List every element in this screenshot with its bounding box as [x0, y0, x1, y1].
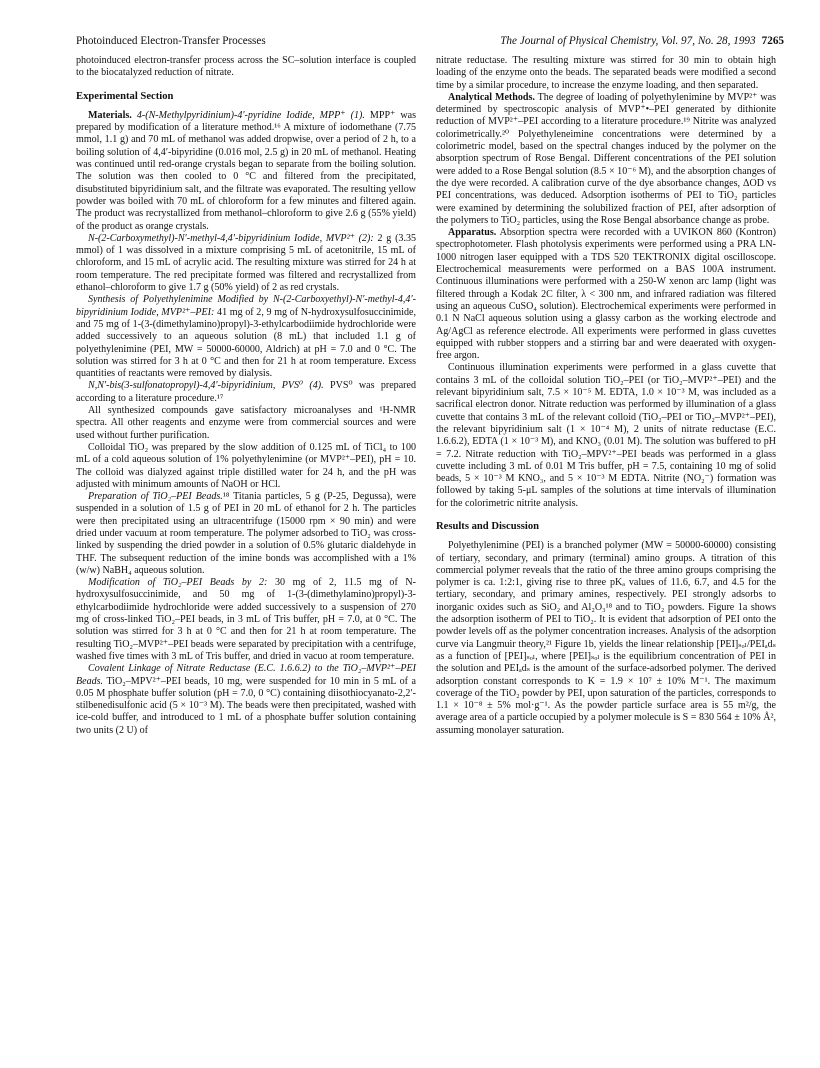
- text-pei-synthesis: 41 mg of 2, 9 mg of N-hydroxysulfosuccinimide, and 75 mg of 1-(3-(dimethylamino)propyl)-3-ethylcarbodiimide hydrochloride were added successively to an aqueous solution (8 mL) that included 1.1 g of polyethylenimine (PEI, MW = 50000-60000, Aldrich) at pH = 7.0 and 0 °C. The solution was stirred for 3 h at 0 °C and then for 21 h at room temperature. Excess quantities of reactants were removed by dialysis.: [76, 306, 416, 380]
- right-column: [436, 55, 776, 737]
- runin-heading-analytical: Analytical Methods.: [448, 91, 535, 103]
- section-heading-results: Results and Discussion: [436, 520, 540, 532]
- text-analytical: The degree of loading of polyethylenimine by MVP²⁺ was determined by spectroscopic analysis of MVP⁺•–PEI generated by dithionite reduction of MVP²⁺–PEI according to a literature procedure.¹⁹ Nitrite was analyzed colorimetrically.²⁰ Polyethyleneimine concentrations were determined by a colorimetric model, based on the spectral changes induced by the polymer on the absorption spectrum of Rose Bengal. Different concentrations of the PEI solution were added to a Rose Bengal solution (8.5 × 10⁻⁶ M), and the absorption changes of the dye were recorded. A calibration curve of the dye absorbance changes, ΔOD vs PEI concentrations, was deduced. Adsorption isotherms of PEI to TiO₂ particles were examined by determining the solubilized fraction of PEI, after adsorption of the polymers to TiO₂ particles, using the Rose Bengal absorbance change as probe.: [436, 91, 776, 226]
- paragraph-pei-results: Polyethylenimine (PEI) is a branched polymer (MW = 50000-60000) consisting of tertiary, secondary, and primary (terminal) amino groups. A titration of this commercial polymer reveals that the ratio of the three amino groups comprising the polymer is ca. 1:2:1, giving rise to three pKₐ values of 11.6, 6.7, and 4.5 for the tertiary, secondary, and primary amines, respectively. PEI strongly adsorbs to inorganic oxides such as SiO₂ and Al₂O₃¹⁸ and to TiO₂ powders. Figure 1a shows the adsorption isotherm of PEI to TiO₂. It is evident that adsorption of PEI onto the powder levels off as the polymer concentration increases. Analysis of the adsorption curve via Langmuir theory,²¹ Figure 1b, yields the linear relationship [PEI]ₛₒₗ/PEIₐdₛ as a function of [PEI]ₛₒₗ, where [PEI]ₛₒₗ is the equilibrium concentration of PEI in the solution and PEIₐdₛ is the amount of the surface-adsorbed polymer. The derived adsorption constant corresponds to K = 1.9 × 10⁷ ± 10% M⁻¹. The maximum coverage of the TiO₂ powder by PEI, upon saturation of the particles, corresponds to 1.1 × 10⁻⁸ ± 5% mol·g⁻¹. As the powder particle surface area is 55 m²/g, the average area of a particle occupied by a polymer molecule is S = 830 564 ± 10% Å², assuming monolayer saturation.: [436, 540, 776, 736]
- text-mvp: 2 g (3.35 mmol) of 1 was dissolved in a mixture comprising 5 mL of acetonitrile, 15 mL of chloroform, and 15 mL of acrylic acid. The resulting mixture was stirred for 24 h at room temperature. The red precipitate formed was filtered and recrystallized from ethanol–chloroform to give 1.7 g (50% yield) of 2 as red crystals.: [76, 232, 417, 294]
- title-bead-preparation: Preparation of TiO₂–PEI Beads.: [88, 491, 223, 503]
- enzyme-linkage-continuation: nitrate reductase. The resulting mixture was stirred for 30 min to obtain high loading of the enzyme onto the beads. The separated beads were modified a second time by a similar procedure, to increase the enzyme loading, and then separated.: [436, 55, 776, 91]
- text-mpp: MPP⁺ was prepared by modification of a literature method.¹⁶ A mixture of iodomethane (7.75 mmol, 1.1 g) and 70 mL of methanol was added dropwise, over a period of 2 h, to a boiling solution of 4,4′-bipyridine (0.016 mol, 2.5 g) in 20 mL of methanol. Heating was continued until red-orange crystals began to separate from the boiling solution. The solution was then cooled to 0 °C and filtered from the precipitated, disubstituted bipyridinium salt, and the filtrate was evaporated. The resulting yellow powder was boiled with 70 mL of chloroform for a few minutes and filtered again. The product was recrystallized from methanol–chloroform to give 2.6 g (55% yield) of the product as orange crystals.: [76, 109, 417, 232]
- paragraph-colloidal-tio2: Colloidal TiO₂ was prepared by the slow addition of 0.125 mL of TiCl₄ to 100 mL of a cold aqueous solution of 1% polyethylenimine (or MVP²⁺–PEI), pH = 10. The colloid was dialyzed against triple distilled water for 24 h, and the pH was adjusted with minimum amounts of NaOH or HCl.: [76, 441, 416, 490]
- text-apparatus: Absorption spectra were recorded with a UVIKON 860 (Kontron) spectrophotometer. Flash photolysis experiments were performed using a PRA LN-1000 nitrogen laser equipped with a TDS 520 TEKTRONIX digital oscilloscope. Electrochemical measurements were performed on a BAS 100A instrument. Continuous illuminations were performed with a 250-W xenon arc lamp (light was filtered through a Kodak 2C filter, λ < 300 nm, and infrared radiation was filtered using an aqueous CuSO₄ solution). Electrochemical experiments were performed in 0.1 N NaCl aqueous solution using a glassy carbon as the working electrode and Ag/AgCl as reference electrode. All experiments were performed in glass cuvettes equipped with rubber stoppers and a stirring bar and were deaerated with oxygen-free argon.: [436, 227, 776, 362]
- compound-title-pvs: N,N′-bis(3-sulfonatopropyl)-4,4′-bipyridinium, PVS⁰ (4).: [88, 380, 324, 392]
- section-heading-experimental: Experimental Section: [76, 90, 174, 102]
- text-bead-preparation: ¹⁸ Titania particles, 5 g (P-25, Degussa), were suspended in a solution of 1.5 g of PEI in 20 mL of ethanol for 2 h. The particles were then precipitated using an ultracentrifuge (15000 rpm × 90 min) and were dried under vacuum at room temperature. The polymer adsorbed to TiO₂ was cross-linked by suspending the dried powder in a solution of 0.5% glutaric dialdehyde in THF. The subsequent reduction of the imine bonds was accomplished with a 1% (w/w) NaBH₄ aqueous solution.: [76, 491, 416, 576]
- paragraph-materials: [76, 110, 416, 233]
- paragraph-mvp: [76, 233, 416, 294]
- runin-heading-materials: Materials.: [88, 109, 132, 121]
- title-enzyme-linkage: Covalent Linkage of Nitrate Reductase (E.C. 1.6.6.2) to the TiO₂–MVP²⁺–PEI Beads.: [76, 663, 416, 687]
- paragraph-pvs: [76, 380, 416, 405]
- runin-heading-apparatus: Apparatus.: [448, 227, 497, 239]
- title-bead-modification: Modification of TiO₂–PEI Beads by 2:: [88, 577, 268, 589]
- running-header: [76, 34, 784, 52]
- paragraph-pei-synthesis: [76, 294, 416, 380]
- compound-title-mvp: N-(2-Carboxymethyl)-N′-methyl-4,4′-bipyridinium Iodide, MVP²⁺ (2):: [88, 232, 374, 244]
- text-enzyme-linkage: TiO₂–MPV²⁺–PEI beads, 10 mg, were suspended for 10 min in 5 mL of a 0.05 M phosphate buffer solution (pH = 7.0, 0 °C) containing diisothiocyanato-2,2′-stilbenedisulfonic acid (5 × 10⁻³ M). The beads were then precipitated, washed with ice-cold buffer, and introduced to 1 mL of a phosphate buffer solution containing two units (2 U) of: [76, 675, 416, 736]
- journal-citation: The Journal of Physical Chemistry, Vol. 97, No. 28, 1993: [500, 35, 756, 47]
- paragraph-apparatus: [436, 227, 776, 362]
- paragraph-enzyme-linkage: [76, 663, 416, 737]
- paragraph-analytical-methods: [436, 92, 776, 227]
- text-bead-modification: 30 mg of 2, 11.5 mg of N-hydroxysulfosuccinimide, and 50 mg of 1-(3-(dimethylamino)propyl)-3-ethylcarbodiimide hydrochloride were added successively to a suspension of 270 mg of cross-linked TiO₂–PEI beads, in 3 mL of Tris buffer, pH = 7.0, at 0 °C. The solution was stirred for 3 h at 0 °C and then for 21 h at room temperature. The resulting TiO₂–MVP²⁺–PEI beads were separated by precipitation with a centrifuge, washed five times with 3 mL of Tris buffer, and dried in vacuo at room temperature.: [76, 577, 416, 662]
- intro-continuation: photoinduced electron-transfer process across the SC–solution interface is coupled to the biocatalyzed reduction of nitrate.: [76, 55, 416, 79]
- text-pvs: PVS⁰ was prepared according to a literature procedure.¹⁷: [76, 380, 416, 404]
- header-journal-citation: [500, 34, 784, 48]
- page-number: 7265: [761, 35, 784, 47]
- left-column: [76, 55, 416, 737]
- compound-title-mpp: 4-(N-Methylpyridinium)-4′-pyridine Iodide, MPP⁺ (1).: [136, 109, 365, 121]
- header-section-title: Photoinduced Electron-Transfer Processes: [76, 35, 266, 47]
- paragraph-bead-preparation: [76, 491, 416, 577]
- paragraph-bead-modification: [76, 577, 416, 663]
- paragraph-illumination: Continuous illumination experiments were performed in a glass cuvette that contains 3 mL of the colloidal solution TiO₂–PEI (or TiO₂–MVP²⁺–PEI) and the relevant bipyridinium salt, 7.5 × 10⁻⁵ M. EDTA, 1.0 × 10⁻³ M, was included as a sacrifical electron donor. Nitrate reduction was performed by illumination of a glass cuvette that contains 3 mL of the relevant colloid (TiO₂–PEI or TiO₂–MVP²⁺–PEI), the relevant bipyridinium salt (1 × 10⁻⁴ M), 2 units of nitrate reductase (E.C. 1.6.6.2), EDTA (1 × 10⁻³ M), and KNO₃ (0.01 M). The solution was buffered to pH = 7.2. Nitrate reduction with TiO₂–MPV²⁺–PEI beads was performed in a glass cuvette including 3 mL of 0.01 M Tris buffer, pH = 7.5, containing 10 mg of solid beads, 5 × 10⁻³ M KNO₃, and 5 × 10⁻³ M EDTA. Nitrite (NO₂⁻) formation was followed by taking 5-μL samples of the solutions at time intervals of illumination for the colorimetric nitrite analysis.: [436, 362, 776, 509]
- paragraph-reagents: All synthesized compounds gave satisfactory microanalyses and ¹H-NMR spectra. All other reagents and enzyme were from commercial sources and were used without further purification.: [76, 405, 416, 441]
- title-pei-synthesis: Synthesis of Polyethylenimine Modified by N-(2-Carboxyethyl)-N′-methyl-4,4′-bipyridinium Iodide, MVP²⁺–PEI:: [76, 294, 416, 318]
